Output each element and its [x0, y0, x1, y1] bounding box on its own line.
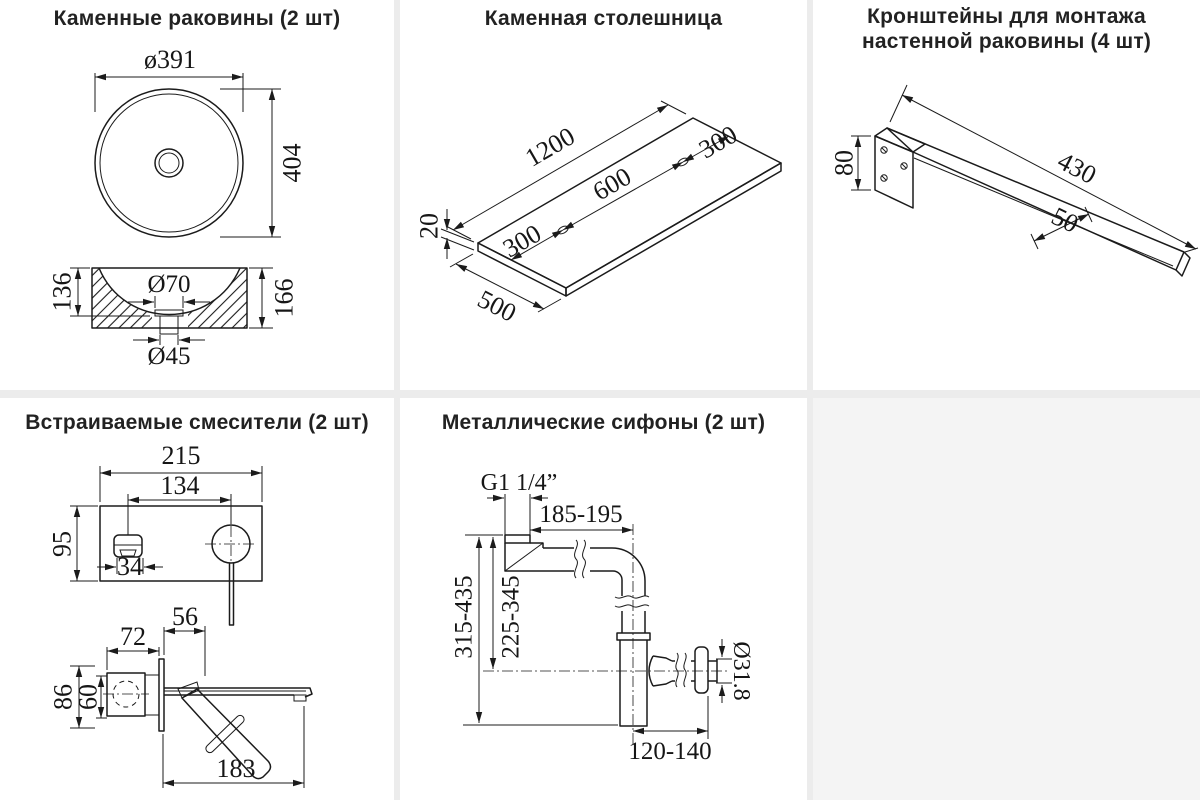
- faucet-side-view: [103, 659, 312, 779]
- panel-title-faucets: Встраиваемые смесители (2 шт): [25, 411, 369, 434]
- dim-drain-top: Ø70: [147, 271, 191, 298]
- dim-thread: G1 1/4”: [480, 470, 558, 496]
- dim-drain-bottom: Ø45: [147, 343, 191, 370]
- panel-faucets: [0, 398, 394, 800]
- siphons-drawing: [400, 398, 807, 800]
- faucets-drawing: [0, 398, 394, 800]
- dim-thickness: 20: [414, 213, 444, 239]
- dim-spout-offset: 56: [172, 602, 198, 631]
- panel-sinks: [0, 0, 394, 390]
- dim-sink-total-height: 166: [269, 278, 299, 318]
- dim-inner-height: 60: [73, 684, 103, 710]
- panel-title-countertop: Каменная столешница: [484, 7, 723, 30]
- brackets-drawing: [813, 0, 1200, 390]
- dim-pipe-diameter: Ø31.8: [728, 641, 754, 701]
- dim-hole-spacing: 134: [160, 471, 200, 500]
- panel-brackets: [813, 0, 1200, 390]
- panel-title-brackets-line1: Кронштейны для монтажа: [867, 5, 1146, 28]
- dim-left-hole-offset: 300: [497, 218, 547, 264]
- panel-siphons: [400, 398, 807, 800]
- empty-cell: [813, 398, 1200, 800]
- panel-title-brackets-line2: настенной раковины (4 шт): [861, 30, 1152, 53]
- sink-top-view: [95, 89, 243, 237]
- dim-total-height: 86: [48, 684, 78, 710]
- dim-right-hole-offset: 300: [693, 119, 743, 165]
- dim-sink-diameter: ø391: [144, 45, 196, 74]
- siphon-wall-flange: [695, 647, 708, 693]
- dim-plate-width: 215: [161, 441, 201, 470]
- dim-top-length: 185-195: [539, 501, 623, 528]
- bracket-body: [875, 128, 1190, 276]
- dim-spout-length: 183: [216, 754, 256, 783]
- dim-depth: 500: [473, 284, 521, 328]
- dim-body-depth: 72: [120, 622, 146, 651]
- dim-hole-spacing: 600: [587, 161, 637, 207]
- dim-plate-height: 95: [47, 531, 77, 557]
- dim-plate-height: 80: [829, 150, 859, 176]
- panel-countertop: [400, 0, 807, 390]
- dim-length: 1200: [520, 121, 580, 173]
- panel-title-siphons: Металлические сифоны (2 шт): [441, 411, 766, 434]
- dim-bowl-depth: 136: [47, 272, 77, 312]
- panel-title-sinks: Каменные раковины (2 шт): [53, 7, 341, 30]
- sinks-drawing: [0, 0, 394, 390]
- dim-spout-hole: 34: [117, 552, 143, 581]
- countertop-drawing: [400, 0, 807, 390]
- dim-outlet-height: 225-345: [497, 575, 525, 659]
- dim-arm-length: 430: [1053, 146, 1101, 190]
- dim-siphon-total-height: 315-435: [450, 575, 478, 659]
- dim-sink-height: 404: [277, 143, 307, 183]
- dim-outlet-length: 120-140: [628, 738, 712, 765]
- dim-arm-width: 50: [1046, 201, 1084, 239]
